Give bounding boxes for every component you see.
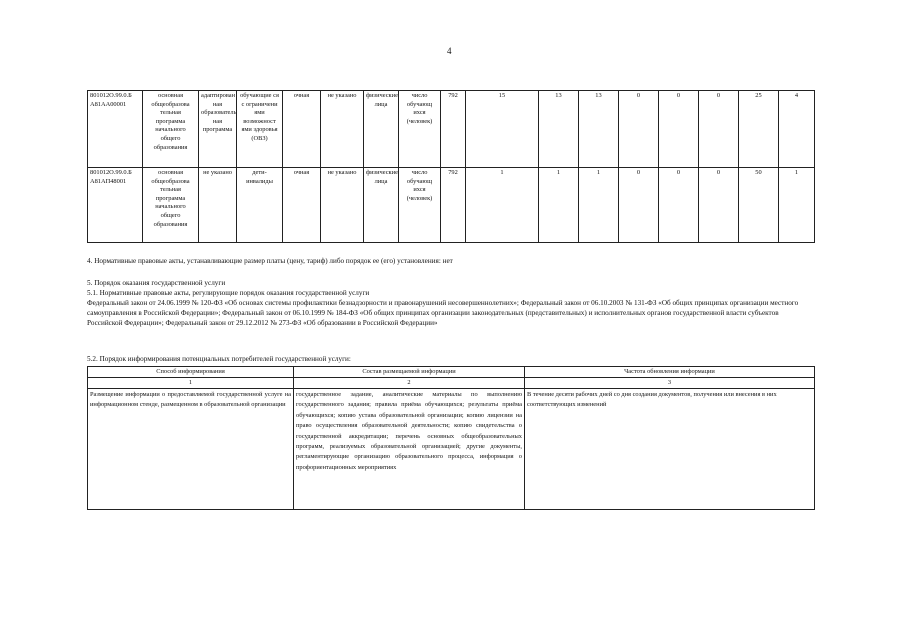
column-number: 1	[88, 378, 294, 389]
page-number: 4	[447, 46, 452, 56]
table-cell: физические лица	[364, 91, 399, 168]
table-cell: 792	[441, 168, 466, 243]
table-cell: основная общеобразова тельная программа начального общего образования	[143, 168, 199, 243]
table-cell: 13	[579, 91, 619, 168]
table-row	[88, 389, 815, 510]
table-cell: физические лица	[364, 168, 399, 243]
info-table	[87, 366, 815, 510]
info-frequency-cell: В течение десяти рабочих дней со дня создания документов, получения или внесения в них соответствующих изменений	[525, 389, 815, 510]
table-cell: 25	[739, 91, 779, 168]
table-number-row	[88, 378, 815, 389]
table-cell: 801012О.99.0.Б А81АП48001	[88, 168, 143, 243]
table-cell: 4	[779, 91, 815, 168]
column-header: Состав размещаемой информации	[294, 367, 525, 378]
section-5-2-title: 5.2. Порядок информирования потенциальных потребителей государственной услуги:	[87, 355, 351, 363]
column-header: Частота обновления информации	[525, 367, 815, 378]
table-cell: 0	[659, 91, 699, 168]
table-cell: 0	[619, 91, 659, 168]
table-cell: 0	[619, 168, 659, 243]
table-cell: очная	[283, 168, 321, 243]
table-cell: число обучающ ихся (человек)	[399, 91, 441, 168]
table-cell: не указано	[321, 168, 364, 243]
table-cell: 1	[779, 168, 815, 243]
services-table	[87, 90, 815, 243]
section-5-1-text: Федеральный закон от 24.06.1999 № 120-ФЗ «Об основах системы профилактики безнадзорности и правонарушений несовершеннолетних»; Федеральный закон от 06.10.2003 № 131-ФЗ «Об общих принципах организации местного самоуправления в Российской Федерации»; Федеральный закон от 06.10.1999 № 184-ФЗ «Об общих принципах организации законодательных (представительных) и исполнительных органов государственной власти субъектов Российской Федерации»; Федеральный закон от 29.12.2012 № 273-ФЗ «Об образовании в Российской Федерации»	[87, 299, 799, 327]
table-cell: 0	[659, 168, 699, 243]
info-content-cell: государственное задание, аналитические материалы по выполнению государственного задания; правила приёма обучающихся; результаты приёма обучающихся; копию устава образовательной организации; копию лицензии на право осуществления образовательной деятельности; копию свидетельства о государственной аккредитации; перечень основных общеобразовательных программ, реализуемых образовательной организацией; другие документы, регламентирующие организацию образовательного процесса, информация о профориентационных мероприятиях	[294, 389, 525, 510]
table-cell: 792	[441, 91, 466, 168]
table-cell: адаптирован ная образователь ная программа	[199, 91, 237, 168]
table-cell: дети-инвалиды	[237, 168, 283, 243]
table-cell: очная	[283, 91, 321, 168]
section-5-title: 5. Порядок оказания государственной услуги	[87, 279, 226, 287]
table-header-row	[88, 367, 815, 378]
table-row	[88, 91, 815, 168]
table-cell: 801012О.99.0.Б А81АА00001	[88, 91, 143, 168]
table-cell: обучающие ся с ограничени ями возможност ями здоровья (ОВЗ)	[237, 91, 283, 168]
table-cell: 13	[539, 91, 579, 168]
info-method-cell: Размещение информации о предоставляемой государственной услуге на информационном стенде, размещенном в образовательной организации	[88, 389, 294, 510]
table-cell: 1	[466, 168, 539, 243]
table-cell: 15	[466, 91, 539, 168]
table-cell: не указано	[321, 91, 364, 168]
table-cell: 50	[739, 168, 779, 243]
section-4-text: 4. Нормативные правовые акты, устанавливающие размер платы (цену, тариф) либо порядок ее (его) установления: нет	[87, 257, 453, 265]
table-cell: число обучающ ихся (человек)	[399, 168, 441, 243]
table-cell: не указано	[199, 168, 237, 243]
table-cell: 0	[699, 91, 739, 168]
table-cell: 1	[539, 168, 579, 243]
table-cell: 0	[699, 168, 739, 243]
table-cell: 1	[579, 168, 619, 243]
table-row	[88, 168, 815, 243]
section-5-1-title: 5.1. Нормативные правовые акты, регулирующие порядок оказания государственной услуги	[87, 289, 370, 297]
column-header: Способ информирования	[88, 367, 294, 378]
column-number: 3	[525, 378, 815, 389]
table-cell: основная общеобразова тельная программа начального общего образования	[143, 91, 199, 168]
column-number: 2	[294, 378, 525, 389]
